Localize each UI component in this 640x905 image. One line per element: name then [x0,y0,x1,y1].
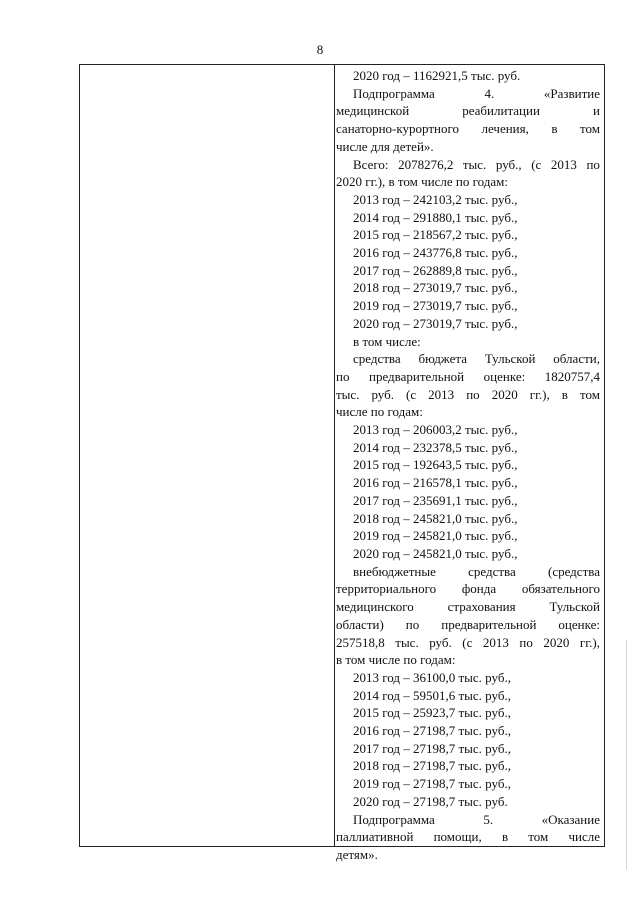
sub4-year-2018: 2018 год – 273019,7 тыс. руб., [353,280,518,296]
extra-year-2016: 2016 год – 27198,7 тыс. руб., [353,723,511,739]
sub4-year-2020: 2020 год – 273019,7 тыс. руб., [353,315,518,331]
sub4-year-2015: 2015 год – 218567,2 тыс. руб., [353,227,518,243]
program-table [79,64,605,862]
extra-line-1: внебюджетные средства (средства [353,563,600,579]
extra-year-2014: 2014 год – 59501,6 тыс. руб., [353,687,511,703]
budget-year-2020: 2020 год – 245821,0 тыс. руб., [353,545,518,561]
extra-year-2017: 2017 год – 27198,7 тыс. руб., [353,740,511,756]
extra-line-5: 257518,8 тыс. руб. (с 2013 по 2020 гг.), [336,634,600,650]
extra-year-2013: 2013 год – 36100,0 тыс. руб., [353,669,511,685]
sub4-year-2013: 2013 год – 242103,2 тыс. руб., [353,191,518,207]
extra-line-2: территориального фонда обязательного [336,581,600,597]
extra-line-6: в том числе по годам: [336,652,456,668]
scan-artifact-line [626,640,627,870]
sub4-year-2014: 2014 год – 291880,1 тыс. руб., [353,209,518,225]
extra-year-2020: 2020 год – 27198,7 тыс. руб. [353,793,508,809]
budget-year-2014: 2014 год – 232378,5 тыс. руб., [353,439,518,455]
sub4-title-line-4: числе для детей». [336,138,434,154]
budget-year-2015: 2015 год – 192643,5 тыс. руб., [353,457,518,473]
sub5-title-line-1: Подпрограмма 5. «Оказание [353,811,600,827]
budget-year-2019: 2019 год – 245821,0 тыс. руб., [353,528,518,544]
sub4-title-line-1: Подпрограмма 4. «Развитие [353,85,600,101]
budget-year-2013: 2013 год – 206003,2 тыс. руб., [353,422,518,438]
sub4-including: в том числе: [353,333,421,349]
budget-line-1: средства бюджета Тульской области, [353,351,600,367]
extra-year-2018: 2018 год – 27198,7 тыс. руб., [353,758,511,774]
table-left-cell [80,65,335,846]
sub5-title-line-2: паллиативной помощи, в том числе [336,829,600,845]
sub4-title-line-2: медицинской реабилитации и [336,103,600,119]
budget-year-2016: 2016 год – 216578,1 тыс. руб., [353,475,518,491]
budget-year-2017: 2017 год – 235691,1 тыс. руб., [353,492,518,508]
budget-line-4: числе по годам: [336,404,423,420]
line-2020-total: 2020 год – 1162921,5 тыс. руб. [353,68,521,83]
sub4-year-2019: 2019 год – 273019,7 тыс. руб., [353,298,518,314]
sub5-title-line-3: детям». [336,846,378,862]
budget-year-2018: 2018 год – 245821,0 тыс. руб., [353,510,518,526]
sub4-total-line-2: 2020 гг.), в том числе по годам: [336,174,508,190]
budget-line-3: тыс. руб. (с 2013 по 2020 гг.), в том [336,386,600,402]
budget-line-2: по предварительной оценке: 1820757,4 [336,368,600,384]
sub4-title-line-3: санаторно-курортного лечения, в том [336,121,600,137]
extra-year-2015: 2015 год – 25923,7 тыс. руб., [353,705,511,721]
table-right-cell [336,67,600,864]
extra-line-4: области) по предварительной оценке: [336,616,600,632]
extra-year-2019: 2019 год – 27198,7 тыс. руб., [353,776,511,792]
extra-line-3: медицинского страхования Тульской [336,599,600,615]
sub4-year-2017: 2017 год – 262889,8 тыс. руб., [353,262,518,278]
page-number: 8 [316,42,324,57]
sub4-year-2016: 2016 год – 243776,8 тыс. руб., [353,245,518,261]
sub4-total-line-1: Всего: 2078276,2 тыс. руб., (с 2013 по [353,156,600,172]
